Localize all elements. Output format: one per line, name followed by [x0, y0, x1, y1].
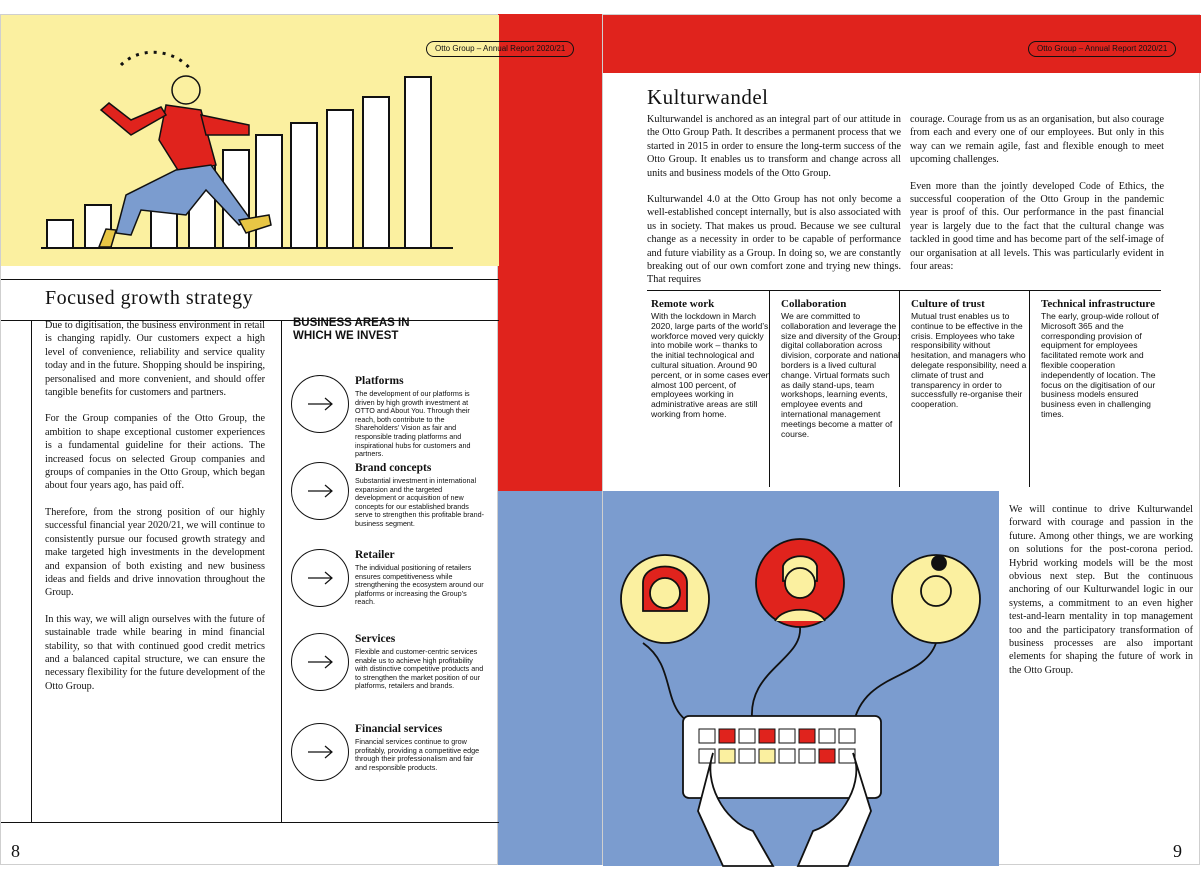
header-pill: Otto Group – Annual Report 2020/21	[426, 41, 574, 57]
paragraph: Kulturwandel is anchored as an integral part of our attitude in the Otto Group Path. It describes a permanent process that we started in 2015 in order to ensure the long-term success of the Otto Group. It enables us to transform and change across all units and business models of the Otto Group.	[647, 114, 901, 179]
area-title: Services	[355, 633, 396, 645]
divider	[1, 822, 499, 823]
area-title: Financial services	[355, 723, 443, 735]
paragraph: We will continue to drive Kulturwandel forward with courage and passion in the future. Among other things, we are working on solutions for the post-corona period. Hybrid working models will be the most obvious next step. But the continuous anchoring of our Kulturwandel logic in our systems, a commitment to an even higher test-and-learn mentality in top management too and the participatory transformation of business processes are also important elements for shaping the future of work in the Otto Group.	[1009, 504, 1193, 676]
arrow-circle-icon	[291, 462, 349, 520]
arrow-circle-icon	[291, 633, 349, 691]
paragraph: courage. Courage from us as an organisation, but also courage from each and every one of our employees. But only in this way can we remain agile, fast and flexible enough to meet upcoming challenges.	[910, 114, 1164, 166]
area-text: With the lockdown in March 2020, large parts of the world’s workforce moved very quickly into mobile work – thanks to the initial technological and cultural situation. Around 90 percent, or in some cases even almost 100 percent, of employees working in administrative areas are still working from home.	[651, 311, 771, 419]
remote-work-illustration	[603, 491, 999, 866]
page-title: Kulturwandel	[647, 85, 769, 109]
paragraph: Kulturwandel 4.0 at the Otto Group has not only become a well-established concept internally, but is also associated with us in society. That makes us proud. Because we see cultural change as a necessity in order to be capable of performance and future viability as a Group. In doing so, we are constantly breaking out of our own comfort zone and trying new things. That requires	[647, 194, 901, 286]
area-title: Culture of trust	[911, 298, 985, 310]
paragraph: Therefore, from the strong position of our highly successful financial year 2020/21, we will continue to consistently pursue our focused growth strategy and make targeted high investments in the development and expansion of both existing and new business ideas and fields and drive innovation throughout the Group.	[45, 506, 265, 599]
arrow-circle-icon	[291, 723, 349, 781]
video-call-keyboard-illustration	[603, 491, 999, 866]
gutter-red-block	[498, 14, 602, 491]
area-text: Financial services continue to grow profitably, providing a competitive edge through their professionalism and fair and responsible products.	[355, 737, 480, 772]
divider	[281, 320, 282, 822]
culture-area-trust	[911, 293, 1031, 410]
divider	[31, 320, 32, 822]
area-title: Technical infrastructure	[1041, 298, 1155, 310]
paragraph: Even more than the jointly developed Code of Ethics, the successful cooperation of the Otto Group in the pandemic year is proof of this. Our performance in the past financial year is largely due to the fact that the cultural change was tackled in good time and has become part of the self-image of our organisation at all levels. This was particularly evident in four areas:	[910, 180, 1164, 273]
divider	[1, 279, 499, 280]
area-title: Collaboration	[781, 298, 847, 310]
area-text: The development of our platforms is driven by high growth investment at OTTO and About You. Through their reach, both contribute to the Shareholders’ Vision as fair and responsible trading platforms and inspirational hubs for customers and partners.	[355, 389, 471, 459]
area-title: Retailer	[355, 549, 395, 561]
closing-paragraph-block	[1009, 503, 1193, 690]
culture-area-collaboration	[781, 293, 901, 439]
intro-column-2	[910, 113, 1164, 286]
page-right	[602, 14, 1200, 865]
culture-area-infrastructure	[1041, 293, 1161, 420]
area-text: The individual positioning of retailers ensures competitiveness while strengthening the ecosystem around our platforms or increasing the Group’s reach.	[355, 563, 484, 607]
area-title: Remote work	[651, 298, 715, 310]
paragraph: Due to digitisation, the business environment in retail is changing rapidly. Our customers expect a high level of convenience, reliability and service quality today and in the future. Shopping should be inspiring, personalised and more convenient, and should offer tangible benefits for customers and partners.	[45, 320, 265, 399]
invest-heading: BUSINESS AREAS IN WHICH WE INVEST	[293, 317, 410, 342]
page-number: 9	[1173, 841, 1182, 861]
arrow-circle-icon	[291, 375, 349, 433]
page-title: Focused growth strategy	[45, 287, 254, 309]
intro-column-1	[647, 113, 901, 300]
area-text: The early, group-wide rollout of Microsoft 365 and the corresponding provision of equipment for employees facilitated remote work and flexible cooperation independently of location. The focus on the digitisation of our business models ensured business even in challenging times.	[1041, 311, 1159, 419]
paragraph: For the Group companies of the Otto Group, the ambition to shape exceptional customer experiences is a fundamental guideline for their actions. The increased focus on selected Group companies and groups of companies in the Otto Group, which began about four years ago, has paid off.	[45, 413, 265, 492]
gutter-blue-block	[498, 491, 602, 865]
header-pill: Otto Group – Annual Report 2020/21	[1028, 41, 1176, 57]
arrow-circle-icon	[291, 549, 349, 607]
page-number: 8	[11, 841, 20, 861]
growth-stairs-illustration	[1, 15, 499, 266]
page-left	[0, 14, 566, 865]
area-text: Mutual trust enables us to continue to be effective in the crisis. Employees who take responsibility without hesitation, and managers who delegate responsibility, need a climate of trust and transparency in order to successfully re-organise their cooperation.	[911, 311, 1027, 410]
business-areas-list	[283, 363, 498, 813]
hero-illustration-growth	[1, 15, 566, 266]
culture-area-remote-work	[651, 293, 771, 420]
area-title: Brand concepts	[355, 462, 432, 474]
area-text: We are committed to collaboration and leverage the size and diversity of the Group: digital collaboration across division, corporate and national borders is a lived cultural change. Virtual formats such as daily stand-ups, team workshops, learning events, employee events and international management meetings become a matter of course.	[781, 311, 900, 439]
area-title: Platforms	[355, 375, 404, 387]
area-text: Substantial investment in international expansion and the targeted development or acquisition of new concepts for our established brands serve to strengthen this profitable brand-business segment.	[355, 476, 485, 528]
left-body-column	[45, 319, 265, 706]
divider	[647, 290, 1161, 291]
area-text: Flexible and customer-centric services enable us to achieve high profitability with distinctive competitive products and to strengthen the market position of our platforms, retailers and brands.	[355, 647, 484, 691]
paragraph: In this way, we will align ourselves with the future of sustainable trade while bearing in mind financial stability, so that with continued good credit metrics and a balanced capital structure, we can ensure the necessary flexibility for the future development of the Otto Group.	[45, 613, 265, 692]
